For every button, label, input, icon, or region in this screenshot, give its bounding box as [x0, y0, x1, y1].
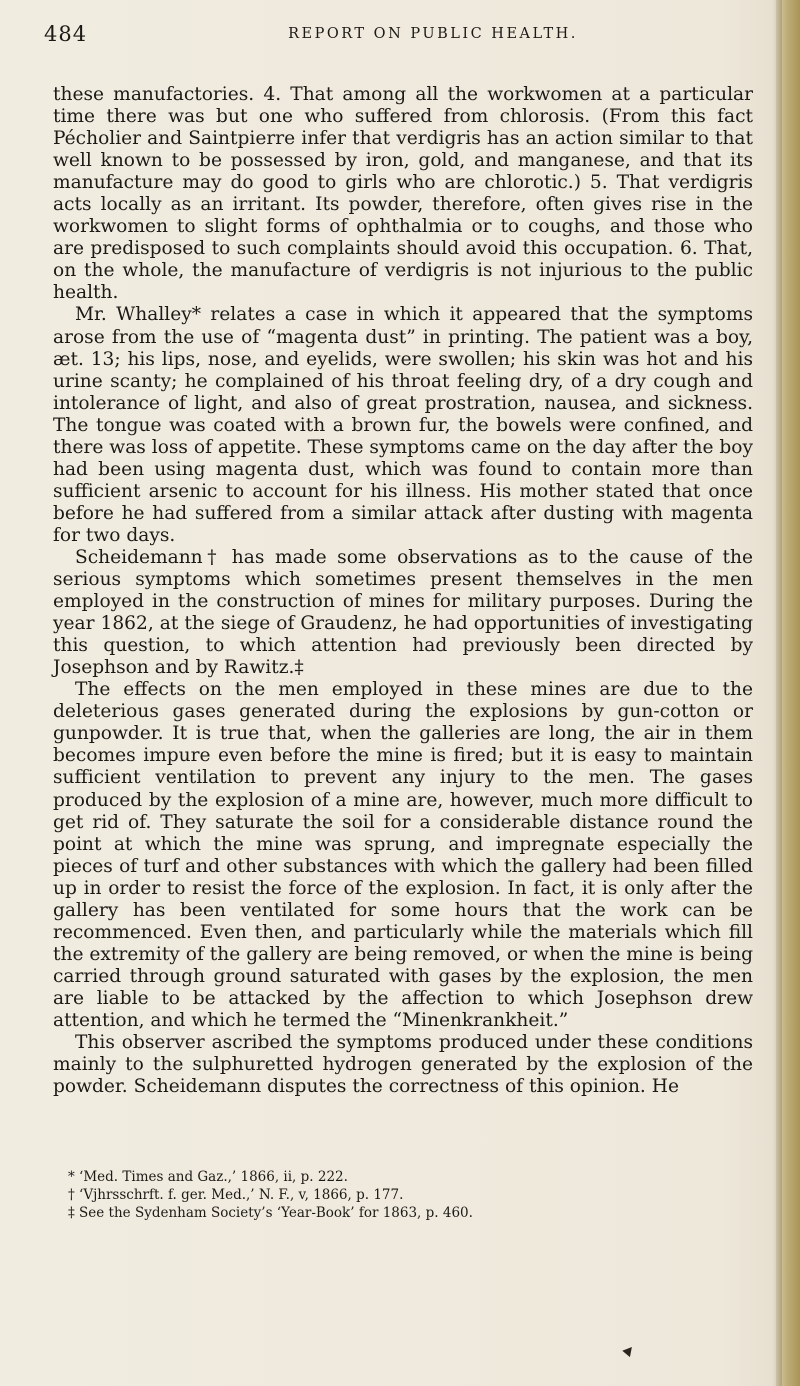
body-text — [53, 84, 753, 1098]
paragraph: these manufactories. 4. That among all the workwomen at a particular time there was but one who suffered from chlorosis. (From this fact Pécholier and Saintpierre infer that verdigris has an action similar to that well known to be possessed by iron, gold, and manganese, and that its manufacture may do good to girls who are chlorotic.) 5. That verdigris acts locally as an irritant. Its powder, therefore, often gives rise in the workwomen to slight forms of ophthalmia or to coughs, and those who are predisposed to such complaints should avoid this occupation. 6. That, on the whole, the manufacture of verdigris is not injurious to the public health. — [53, 84, 753, 304]
page-number: 484 — [44, 22, 88, 46]
footnote: * ‘Med. Times and Gaz.,’ 1866, ii, p. 222. — [68, 1169, 348, 1185]
paragraph: Scheidemann† has made some observations as to the cause of the serious symptoms which sometimes present themselves in the men employed in the construction of mines for military purposes. During the year 1862, at the siege of Graudenz, he had opportunities of investigating this question, to which attention had previously been directed by Josephson and by Rawitz.‡ — [53, 546, 753, 679]
paragraph: The effects on the men employed in these mines are due to the deleterious gases generated during the explosions by gun-cotton or gunpowder. It is true that, when the galleries are long, the air in them becomes impure even before the mine is fired; but it is easy to maintain sufficient ventilation to prevent any injury to the men. The gases produced by the explosion of a mine are, however, much more difficult to get rid of. They saturate the soil for a considerable distance round the point at which the mine was sprung, and impregnate especially the pieces of turf and other substances with which the gallery had been filled up in order to resist the force of the explosion. In fact, it is only after the gallery has been ventilated for some hours that the work can be recommenced. Even then, and particularly while the materials which fill the extremity of the gallery are being removed, or when the mine is being carried through ground saturated with gases by the explosion, the men are liable to be attacked by the affection to which Josephson drew attention, and which he termed the “Minenkrankheit.” — [53, 679, 753, 1031]
page-edge-shadow — [772, 0, 782, 1386]
footnotes — [68, 1168, 728, 1222]
printer-mark — [622, 1344, 635, 1357]
running-head: REPORT ON PUBLIC HEALTH. — [288, 26, 578, 42]
footnote: † ‘Vjhrsschrft. f. ger. Med.,’ N. F., v, 1866, p. 177. — [68, 1187, 404, 1203]
paragraph: This observer ascribed the symptoms produced under these conditions mainly to the sulphuretted hydrogen generated by the explosion of the powder. Scheidemann disputes the correctness of this opinion. He — [53, 1032, 753, 1098]
page-header — [44, 22, 744, 52]
footnote: ‡ See the Sydenham Society’s ‘Year-Book’ for 1863, p. 460. — [68, 1205, 473, 1221]
paragraph: Mr. Whalley* relates a case in which it appeared that the symptoms arose from the use of “magenta dust” in printing. The patient was a boy, æt. 13; his lips, nose, and eyelids, were swollen; his skin was hot and his urine scanty; he complained of his throat feeling dry, of a dry cough and intolerance of light, and also of great prostration, nausea, and sickness. The tongue was coated with a brown fur, the bowels were confined, and there was loss of appetite. These symptoms came on the day after the boy had been using magenta dust, which was found to contain more than sufficient arsenic to account for his illness. His mother stated that once before he had suffered from a similar attack after dusting with magenta for two days. — [53, 304, 753, 546]
